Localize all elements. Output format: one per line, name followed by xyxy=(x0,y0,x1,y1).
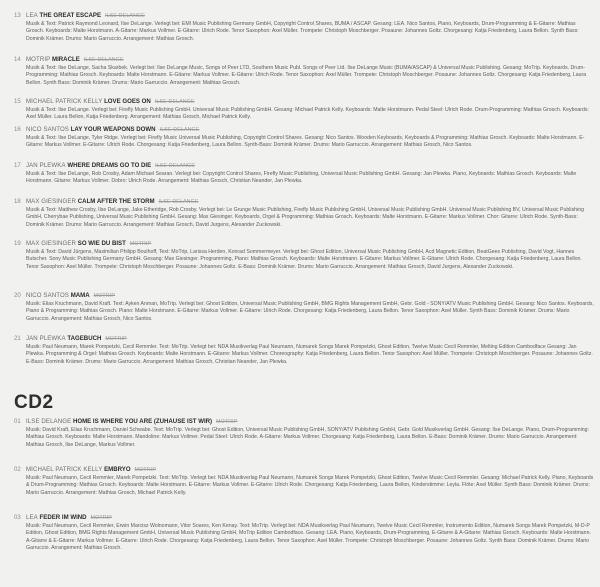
track-artist: MAX GIESINGER xyxy=(26,240,77,247)
track-number: 13 xyxy=(14,12,21,19)
track-title: WHERE DREAMS GO TO DIE xyxy=(67,162,152,169)
track-entry xyxy=(14,12,594,43)
track-credits: Musik: Paul Neumann, Cecil Remmler, Erwin Marcisz Wolnomann, Vitor Soares, Ken Kenay. Text: MoTrip. Verlegt bei: NDA Musikverlag Paul Neumann, Twelve Music Cecil Remmler, Instrumento Edition, Numarek Songs Marek Pompetzki, M-D-P Edition, Ghost Edition, BMG Rights Management GmbH, Universal Music Publishing GmbH, MoTrip Edition Cambodface. Gesang: LEA. Piano, Keyboards, Drum-Programming, E-Gitarre & A-Gitarre: Mathias Grosch. Keyboards: Malte Horstmann. A-Gitarre & E-Gitarre: Markus Vollmer. E-Gitarre: Ulrich Rode. Chorgesang: Katja Friedenberg, Laura Bellon. Tenor Saxophon: Axel Müller. Trompete: Christoph Moschberger. Posaune: Johannes Goltz. Synth Bass: Dominik Krämer. Drums: Mario Garruccio. Arrangement: Mathias Grosch. xyxy=(26,522,591,552)
track-credits: Musik: Paul Neumann, Marek Pompetzki, Cecil Remmler. Text: MoTrip. Verlegt bei: NDA Musikverlag Paul Neumann, Numarek Songs Marek Pompetzki, Ghost Edition, Twelve Music Cecil Remmler, Melting Edition Cambodface Gesang: Jan Plewka. Programming & Orgel: Mathias Grosch. Keyboards: Malte Horstmann. E-Gitarre: Markus Vollmer. Choreography: Katja Friedenberg, Laura Bellon. Tenor Saxophon: Axel Müller. Trompete: Christoph Moschberger. Posaune: Johannes Goltz. E-Bass: Dominik Krämer. Drums: Mario Garruccio. Arrangement: Mathias Grosch, Christian Neander, Jan Plewka. xyxy=(26,343,593,365)
track-credits: Musik & Text: Ilse DeLange. Verlegt bei: Firefly Music Publishing GmbH. Universal Music Publishing GmbH. Gesang: Michael Patrick Kelly. Keyboards: Malte Horstmann. Pedal Steel: Ulrich Rode. Drum-Programming: Mathias Grosch. Keyboards: Axel Müller. Laura Bellon, Katja Friedenberg. Arrangement: Mathias Grosch, Michael Patrick Kelly. xyxy=(26,106,589,121)
original-artist: MOTRIP xyxy=(216,419,238,425)
track-number: 21 xyxy=(14,335,21,342)
track-number: 14 xyxy=(14,56,21,63)
track-number: 02 xyxy=(14,466,21,473)
track-artist: JAN PLEWKA xyxy=(26,335,66,342)
track-number: 16 xyxy=(14,126,21,133)
track-credits: Musik & Text: Ilse DeLange, Tyler Ridge. Verlegt bei: Firefly Music Universal Music Publishing, Copyright Control Shares. Gesang: Nico Santos. Wooden Keyboards, Keyboards & Programming: Mathias Grosch. Keyboards: Malte Horstmann. E-Gitarre: Markus Vollmer. E-Gitarre: Ulrich Rode. Chorgesang: Katja Friedenberg, Laura Bellon. Synth-Bass: Dominik Krämer. Drums: Mario Garruccio. Arrangement: Mathias Grosch, Nico Santos. xyxy=(26,134,585,149)
track-artist: NICO SANTOS xyxy=(26,126,69,133)
track-credits: Musik: Elias Kruchmann, David Kraft. Text: Ayken Anman, MoTrip. Verlegt bei: Ghost Edition, Universal Music Publishing GmbH, BMG Rights Management GmbH, Gebr. Gold - SONY/ATV Music Publishing GmbH. Gesang: Nico Santos. Keyboards, Piano & Programming: Mathias Grosch. Piano: Malte Horstmann. E-Gitarre: Markus Vollmer. E-Gitarre: Ulrich Rode. Chorgesang: Katja Friedenberg, Laura Bellon. Tenor Saxophon: Axel Müller. Synth Bass: Dominik Krämer. Drums: Mario Garruccio. Arrangement: Mathias Grosch, Nico Santos. xyxy=(26,300,594,322)
track-title: SO WIE DU BIST xyxy=(77,240,126,247)
track-credits: Musik & Text: Ilse DeLange, Sacha Skarbek. Verlegt bei: Ilse DeLange Music, Songs of Peer LTD, Southern Music Publ. Songs of Peer Ltd. Ilse DeLange Music (BUMA/ASCAP) & Universal Music Publishing. Gesang: MoTrip. Keyboards. Drum-Programming: Mathias Grosch. Keyboards: Malte Horstmann. E-Gitarre: Markus Vollmer. E-Gitarre: Ulrich Rode. Tenor Saxophon: Axel Müller. Trompete: Christoph Moschberger. Posaune: Johannes Goltz. Chorgesang: Katja Friedenberg, Laura Bellon. Synth Bass: Dominik Krämer. Drums: Mario Garruccio. Arrangement: Mathias Grosch. xyxy=(26,64,587,86)
track-credits: Musik: Paul Neumann, Cecil Remmler, Marek Pompetzki. Text: MoTrip. Verlegt bei: NDA Musikverlag Paul Neumann, Numarek Songs Marek Pompetzki, Ghost Edition, Twelve Music Cecil Remmler. Gesang: Michael Patrick Kelly. Piano, Keyboards & Drum-Programming: Mathias Grosch. Keyboards: Malte Horstmann. E-Gitarre: Markus Vollmer. E-Gitarre: Ulrich Rode. Chorgesang: Katja Friedenberg, Laura Bellon, Kinderstimme: Leyla. Flöte: Axel Müller. Synth Bass: Dominik Krämer. Drums: Mario Garruccio. Arrangement: Mathias Grosch, Michael Patrick Kelly. xyxy=(26,474,594,496)
original-artist: ILSE DELANGE xyxy=(155,163,196,169)
track-artist: LEA xyxy=(26,514,38,521)
track-credits: Musik & Text: Matthew Crosby, Ilse DeLange, Jake Etheridge, Rob Crosby. Verlegt bei: Le Grunge Music Publishing, Firefly Music Publishing GmbH, Universal Music Publishing GmbH. Universal Music Publishing BV, Universal Music Publishing GmbH, Cherrybae Publishing, Universal Music Publishing GmbH. Gesang: Max Giesinger. Keyboards, Orgel & Programming: Mathias Grosch. Keyboards: Malte Horstmann. E-Gitarre: Markus Vollmer. Chor: Gitarre: Ulrich Rode. Synth-Bass: Dominik Krämer. Drums: Mario Garruccio. Arrangement: Mathias Grosch, David Jurgens, Alexander Zuckowski. xyxy=(26,206,584,228)
original-artist: MOTRIP xyxy=(134,467,156,473)
track-entry xyxy=(14,162,594,186)
track-title: TAGEBUCH xyxy=(67,335,102,342)
track-credits: Musik & Text: David Jürgens, Maximilian Philipp Boulhoff, Text: MoTrip, Larissa Herden, Konrad Sommermeyer. Verlegt bei: Ghost Edition, Universal Music Publishing GmbH, Acd Magnetic Edition, BeatGees Publishing, David Vogt, Hannes Butscher. Sony Music Publishing Germany GmbH. Gesang: Max Giesinger. Programming, Piano: Mathias Grosch. Keyboards: Malte Horstmann. E-Gitarre: Markus Vollmer. E-Gitarre: Ulrich Rode. Chorgesang: Katja Friedenberg, Laura Bellon. Tenor Saxophon: Axel Müller. Trompete: Christoph Moschberger. Posaune: Johannes Goltz. E-Bass: Dominik Krämer. Drums: Mario Garruccio. Arrangement: Mathias Grosch, David Jurgens, Alexander Zuckowski. xyxy=(26,248,582,270)
original-artist: MOTRIP xyxy=(105,336,127,342)
track-title: FEDER IM WIND xyxy=(39,514,87,521)
track-title: EMBRYO xyxy=(104,466,131,473)
track-artist: MICHAEL PATRICK KELLY xyxy=(26,98,103,105)
original-artist: ILSE DELANGE xyxy=(105,13,145,19)
track-entry xyxy=(14,98,594,122)
original-artist: MOTRIP xyxy=(129,241,152,247)
original-artist: MOTRIP xyxy=(93,293,116,299)
track-entry xyxy=(14,240,594,271)
track-title: MAMA xyxy=(70,292,90,299)
track-entry xyxy=(14,514,594,553)
track-credits: Musik: David Kraft, Elias Kruchmann, Daniel Schwabe. Text: MoTrip. Verlegt bei: Ghost Edition, Universal Music Publishing GmbH, SONY/ATV Publishing GmbH, Gebr. Gold Musikverlag GmbH. Gesang: Ilse DeLange. Piano, Drum-Programming: Mathias Grosch. Keyboards: Malte Horstmann. Mandoline: Markus Vollmer. Pedal Steel: Ulrich Rode. A-Gitarre: Markus Vollmer. Chorgesang: Katja Friedenberg, Laura Bellon. E-Bass: Dominik Krämer. Drums: Mario Garruccio. Arrangement: Mathias Grosch, Ilse DeLange, Markus Vollmer. xyxy=(26,426,589,448)
track-number: 01 xyxy=(14,418,21,425)
track-entry xyxy=(14,335,594,366)
original-artist: ILSE DELANGE xyxy=(159,127,200,133)
track-entry xyxy=(14,56,594,87)
track-artist: ILSE DELANGE xyxy=(26,418,72,425)
track-entry xyxy=(14,418,594,449)
track-title: CALM AFTER THE STORM xyxy=(77,198,155,205)
track-title: HOME IS WHERE YOU ARE (ZUHAUSE IST WIR) xyxy=(72,418,213,425)
track-number: 03 xyxy=(14,514,21,521)
track-number: 15 xyxy=(14,98,21,105)
cd2-heading: CD2 xyxy=(14,392,54,413)
track-entry xyxy=(14,198,594,229)
track-artist: NICO SANTOS xyxy=(26,292,69,299)
track-number: 18 xyxy=(14,198,21,205)
track-title: THE GREAT ESCAPE xyxy=(39,12,102,19)
track-title: LOVE GOES ON xyxy=(104,98,151,105)
track-artist: MICHAEL PATRICK KELLY xyxy=(26,466,103,473)
track-credits: Musik & Text: Patrick Raymond Leonard, Ilse DeLange. Verlegt bei: EMI Music Publishing Germany GmbH, Copyright Control Shares, BUMA / ASCAP. Gesang: LEA. Nico Santos, Piano, Keyboards, Drum-Programming & E-Gitarre: Mathias Grosch. Keyboards: Malte Horstmann. A-Gitarre: Markus Vollmer. E-Gitarre: Ulrich Rode. Tenor Saxophon: Axel Müller. Trompete: Christoph Moschberger. Posaune: Johannes Goltz. Chorgesang: Katja Friedenberg, Laura Bellon. Synth Bass: Dominik Krämer. Drums: Mario Garruccio. Arrangement: Mathias Grosch. xyxy=(26,20,579,42)
track-title: LAY YOUR WEAPONS DOWN xyxy=(70,126,156,133)
track-number: 20 xyxy=(14,292,21,299)
track-entry xyxy=(14,126,594,150)
track-artist: MAX GIESINGER xyxy=(26,198,77,205)
track-artist: MOTRIP xyxy=(26,56,51,63)
original-artist: ILSE DELANGE xyxy=(158,199,199,205)
original-artist: MOTRIP xyxy=(90,515,112,521)
track-number: 17 xyxy=(14,162,21,169)
track-credits: Musik & Text: Ilse DeLange, Rob Crosby, Adam Michael Searan. Verlegt bei: Copyright Control Shares, Firefly Music Publishing, Universal Music Publishing GmbH. Gesang: Jan Plewka. Piano, Keyboards: Mathias Grosch. Keyboards: Malte Horstmann. Gitarre: Markus Vollmer. Dobro: Ulrich Rode. Arrangement: Mathias Grosch, Christian Neander, Jan Plewka. xyxy=(26,170,577,185)
track-number: 19 xyxy=(14,240,21,247)
track-artist: LEA xyxy=(26,12,38,19)
track-entry xyxy=(14,292,594,323)
original-artist: ILSE DELANGE xyxy=(83,57,124,63)
original-artist: ILSE DELANGE xyxy=(154,99,195,105)
track-artist: JAN PLEWKA xyxy=(26,162,66,169)
track-entry xyxy=(14,466,594,497)
track-title: MIRACLE xyxy=(52,56,80,63)
